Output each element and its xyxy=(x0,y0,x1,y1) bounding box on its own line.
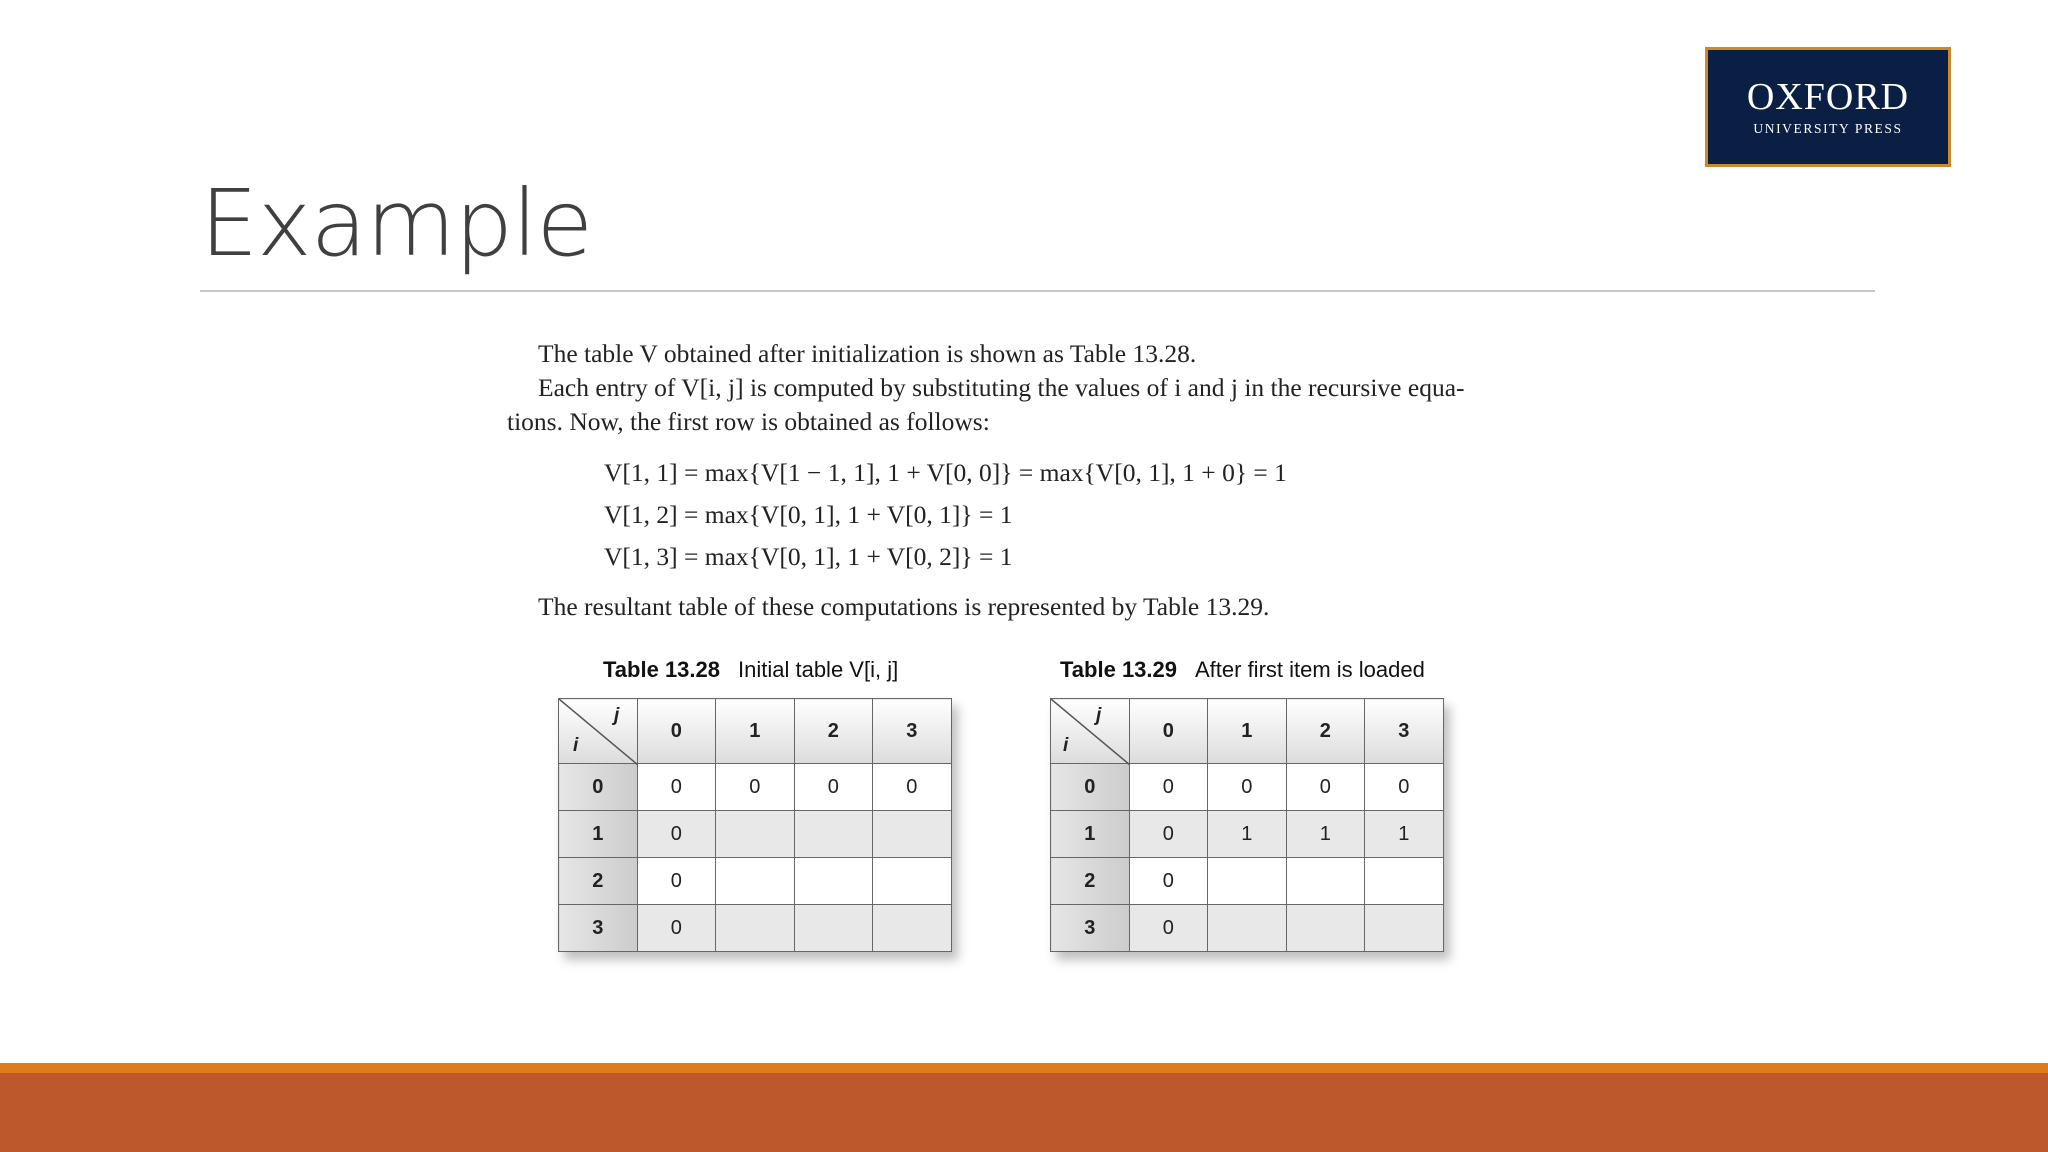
table-row xyxy=(559,858,952,905)
equation-1: V[1, 1] = max{V[1 − 1, 1], 1 + V[0, 0]} = max{V[0, 1], 1 + 0} = 1 xyxy=(604,458,1287,487)
col-header: 2 xyxy=(794,699,873,764)
table-cell xyxy=(1365,905,1444,952)
table-13-29 xyxy=(1050,698,1444,952)
table-cell: 1 xyxy=(1365,811,1444,858)
table-cell: 0 xyxy=(1208,764,1287,811)
slide-title: Example xyxy=(200,170,593,277)
corner-row-label: i xyxy=(1063,735,1069,756)
table-row xyxy=(1051,905,1444,952)
table-row xyxy=(559,905,952,952)
table-cell xyxy=(873,858,952,905)
table-cell: 0 xyxy=(1129,764,1208,811)
equation-2: V[1, 2] = max{V[0, 1], 1 + V[0, 1]} = 1 xyxy=(604,500,1013,529)
table-row xyxy=(1051,811,1444,858)
table-cell: 0 xyxy=(637,811,716,858)
table-13-28-title: Initial table V[i, j] xyxy=(738,657,899,682)
table-cell xyxy=(873,811,952,858)
row-header: 0 xyxy=(1051,764,1130,811)
logo-line-1: OXFORD xyxy=(1746,76,1910,118)
corner-col-label: j xyxy=(1096,705,1102,726)
logo-line-2: UNIVERSITY PRESS xyxy=(1753,121,1903,136)
table-cell xyxy=(716,811,795,858)
paragraph-2-line-1: Each entry of V[i, j] is computed by substituting the values of i and j in the recursive equa- xyxy=(538,373,1465,402)
oxford-university-press-logo xyxy=(1705,47,1951,167)
col-header: 1 xyxy=(716,699,795,764)
row-header: 2 xyxy=(1051,858,1130,905)
row-header: 1 xyxy=(1051,811,1130,858)
table-cell xyxy=(873,905,952,952)
corner-cell xyxy=(1051,699,1130,764)
table-cell: 0 xyxy=(637,858,716,905)
corner-cell xyxy=(559,699,638,764)
table-row xyxy=(559,764,952,811)
row-header: 3 xyxy=(1051,905,1130,952)
col-header: 3 xyxy=(873,699,952,764)
col-header: 1 xyxy=(1208,699,1287,764)
table-13-28-caption xyxy=(603,657,898,683)
table-cell xyxy=(1208,858,1287,905)
equation-3: V[1, 3] = max{V[0, 1], 1 + V[0, 2]} = 1 xyxy=(604,542,1013,571)
paragraph-3: The resultant table of these computations is represented by Table 13.29. xyxy=(538,592,1270,621)
corner-col-label: j xyxy=(614,705,620,726)
table-13-28 xyxy=(558,698,952,952)
row-header: 1 xyxy=(559,811,638,858)
table-13-28-label: Table 13.28 xyxy=(603,657,720,682)
table-cell: 0 xyxy=(1286,764,1365,811)
table-cell: 0 xyxy=(1129,858,1208,905)
col-header: 3 xyxy=(1365,699,1444,764)
table-cell xyxy=(1286,905,1365,952)
footer-bar xyxy=(0,1073,2048,1152)
table-cell xyxy=(716,905,795,952)
table-cell xyxy=(1208,905,1287,952)
table-cell xyxy=(794,905,873,952)
table-row xyxy=(1051,764,1444,811)
table-cell: 0 xyxy=(794,764,873,811)
row-header: 2 xyxy=(559,858,638,905)
table-cell: 0 xyxy=(637,764,716,811)
table-cell xyxy=(1286,858,1365,905)
paragraph-2-line-2: tions. Now, the first row is obtained as follows: xyxy=(507,407,990,436)
table-row xyxy=(1051,858,1444,905)
table-cell xyxy=(716,858,795,905)
row-header: 3 xyxy=(559,905,638,952)
table-cell xyxy=(794,858,873,905)
table-cell: 0 xyxy=(716,764,795,811)
table-cell: 1 xyxy=(1286,811,1365,858)
corner-diagonal xyxy=(559,699,638,765)
table-cell: 0 xyxy=(1365,764,1444,811)
table-cell: 0 xyxy=(1129,811,1208,858)
table-cell: 0 xyxy=(873,764,952,811)
table-cell: 0 xyxy=(1129,905,1208,952)
corner-row-label: i xyxy=(573,735,579,756)
paragraph-1: The table V obtained after initialization is shown as Table 13.28. xyxy=(538,339,1197,368)
table-cell xyxy=(1365,858,1444,905)
title-divider xyxy=(200,290,1875,292)
col-header: 0 xyxy=(1129,699,1208,764)
table-cell: 0 xyxy=(637,905,716,952)
table-cell xyxy=(794,811,873,858)
table-13-29-title: After first item is loaded xyxy=(1195,657,1425,682)
col-header: 0 xyxy=(637,699,716,764)
table-13-29-label: Table 13.29 xyxy=(1060,657,1177,682)
row-header: 0 xyxy=(559,764,638,811)
table-13-29-caption xyxy=(1060,657,1425,683)
footer-accent-stripe xyxy=(0,1063,2048,1073)
table-cell: 1 xyxy=(1208,811,1287,858)
col-header: 2 xyxy=(1286,699,1365,764)
table-row xyxy=(559,811,952,858)
